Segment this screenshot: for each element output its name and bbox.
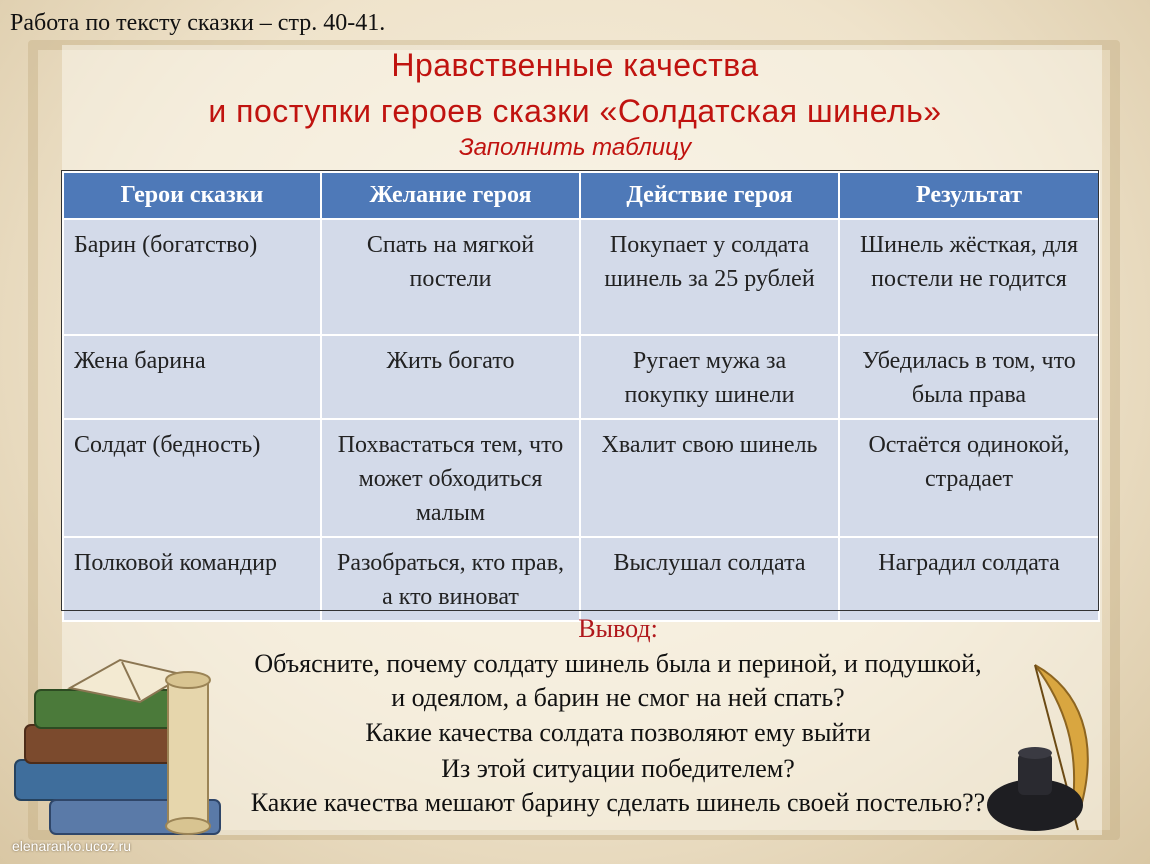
cell-action: Выслушал солдата [580,537,839,621]
header-action: Действие героя [580,172,839,219]
cell-action: Ругает мужа за покупку шинели [580,335,839,419]
cell-result: Убедилась в том, что была права [839,335,1099,419]
table-row [63,419,1099,537]
table-row [63,537,1099,621]
cell-action: Хвалит свою шинель [580,419,839,537]
header-wish: Желание героя [321,172,580,219]
cell-hero: Полковой командир [63,537,321,621]
cell-result: Шинель жёсткая, для постели не годится [839,219,1099,335]
slide-subtitle: Заполнить таблицу [458,134,692,161]
cell-hero: Жена барина [63,335,321,419]
table-row [63,219,1099,335]
page-reference: Работа по тексту сказки – стр. 40-41. [10,10,386,36]
cell-result: Наградил солдата [839,537,1099,621]
table-row [63,335,1099,419]
cell-wish: Жить богато [321,335,580,419]
header-result: Результат [839,172,1099,219]
cell-result: Остаётся одинокой, страдает [839,419,1099,537]
inkwell-icon [980,735,1090,835]
slide-title-line1: Нравственные качества [391,47,759,83]
cell-wish: Похвастаться тем, что может обходиться малым [321,419,580,537]
conclusion-line: и одеялом, а барин не смог на ней спать? [391,683,845,712]
cell-action: Покупает у солдата шинель за 25 рублей [580,219,839,335]
cell-hero: Солдат (бедность) [63,419,321,537]
conclusion-line: Какие качества солдата позволяют ему выйти [365,718,871,747]
cell-wish: Спать на мягкой постели [321,219,580,335]
heroes-table [62,171,1100,622]
conclusion-title: Вывод: [578,614,658,643]
conclusion-line: Из этой ситуации победителем? [441,754,795,783]
cell-wish: Разобраться, кто прав, а кто виноват [321,537,580,621]
cell-hero: Барин (богатство) [63,219,321,335]
header-heroes: Герои сказки [63,172,321,219]
conclusion-line: Объясните, почему солдату шинель была и периной, и подушкой, [254,649,982,678]
table-header-row [63,172,1099,219]
conclusion-line: Какие качества мешают барину сделать шинель своей постелью?? [250,788,986,817]
site-watermark: elenaranko.ucoz.ru [12,838,132,854]
slide-title-line2: и поступки героев сказки «Солдатская шинель» [208,93,942,129]
